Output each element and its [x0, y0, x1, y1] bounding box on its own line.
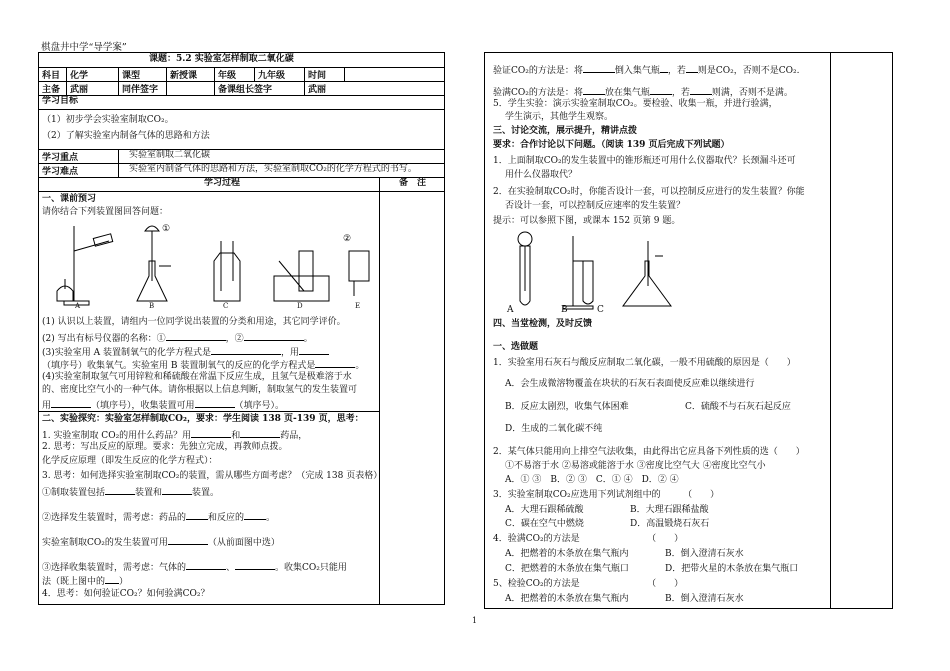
figure-label-c: C: [597, 305, 604, 315]
explore-10: 4．思考：如何验证CO₂？如何验满CO₂？: [42, 589, 210, 599]
mc-1-option-b: B．反应太剧烈，收集气体困难: [505, 402, 629, 412]
explore-7: 实验室制取CO₂的发生装置可用 （从前面图中选）: [42, 535, 280, 549]
title-row: [39, 53, 444, 68]
section-3-title: 三、讨论交流，展示提升，精讲点拨: [493, 126, 638, 136]
hint: 提示：可以参照下图，或课本 152 页第 9 题。: [493, 216, 681, 226]
discuss-2-cont: 否设计一套，可以控制反应速率的发生装置？: [505, 201, 686, 211]
info-cell: 备课组长签字: [215, 81, 305, 95]
discuss-1-cont: 用什么仪器取代？: [505, 170, 578, 180]
info-cell: [167, 81, 215, 95]
mc-question-3: 3．实验室制取CO₂应选用下列试剂组中的 （ ）: [493, 490, 720, 500]
goals-row: [39, 95, 444, 110]
multiple-choice-title: 一、选做题: [493, 342, 539, 352]
explore-9: 法（既上图中的 ）: [42, 574, 128, 588]
info-cell: 科目: [39, 67, 67, 81]
svg-text:②: ②: [343, 234, 352, 244]
mc-5-option-b: B．倒入澄清石灰水: [665, 594, 744, 604]
mc-3-option-c: C．碳在空气中燃烧: [505, 519, 584, 529]
verify-line: 验证CO₂的方法是：将 倒入集气瓶 ，若 则是CO₂，否则不是CO₂.: [493, 63, 800, 77]
question-1: (1) 认识以上装置，请组内一位同学说出装置的分类和用途，其它同学评价。: [42, 317, 346, 327]
key-row: [39, 149, 444, 164]
difficulty-label: 学习难点: [39, 163, 119, 177]
question-3: (3)实验室用 A 装置制氧气的化学方程式是 ，用: [42, 345, 329, 359]
mc-3-option-a: A．大理石跟稀硫酸: [505, 505, 584, 515]
explore-4: 3. 思考：如何选择实验室制取CO₂的装置，需从哪些方面考虑？（完成 138 页表格）: [42, 471, 383, 481]
explore-8: ③选择收集装置时，需考虑：气体的 、 。收集CO₂只能用: [42, 560, 347, 574]
section-1-title: 一、课前预习: [42, 194, 97, 204]
device-label-c: C: [223, 302, 229, 310]
discuss-1: 1．上面制取CO₂的发生装置中的锥形瓶还可用什么仪器取代？长颈漏斗还可: [493, 156, 796, 166]
info-cell: 化学: [67, 67, 119, 81]
info-cell: 年级: [215, 67, 255, 81]
process-header-row: [39, 177, 444, 192]
mc-4-option-c: C．把燃着的木条放在集气瓶口: [505, 564, 629, 574]
mc-3-option-d: D．高温锻烧石灰石: [630, 519, 710, 529]
mc-4-option-d: D．把带火星的木条放在集气瓶口: [665, 564, 799, 574]
mc-2-properties: ①不易溶于水 ②易溶或能溶于水 ③密度比空气大 ④密度比空气小: [505, 461, 766, 471]
device-label-a: A: [75, 302, 81, 310]
explore-5: ①制取装置包括 装置和 装置。: [42, 485, 219, 499]
explore-6: ②选择发生装置时，需考虑：药品的 和反应的 。: [42, 510, 275, 524]
key-text: 实验室制取二氧化碳: [129, 150, 211, 160]
mc-question-4: 4．验满CO₂的方法是 （ ）: [493, 534, 684, 544]
section-1-intro: 请你结合下列装置图回答问题：: [42, 207, 169, 217]
goals-label: 学习目标: [42, 96, 79, 106]
mc-question-1: 1．实验室用石灰石与酸反应制取二氧化碳，一般不用硫酸的原因是（ ）: [493, 358, 796, 368]
process-label: 学习过程: [204, 178, 241, 188]
mc-1-option-d: D．生成的二氧化碳不纯: [505, 424, 603, 434]
mc-4-option-b: B．倒入澄清石灰水: [665, 549, 744, 559]
info-cell: 课型: [119, 67, 167, 81]
mc-1-option-a: A．会生成微溶物覆盖在块状的石灰石表面使反应难以继续进行: [505, 379, 755, 389]
mc-2-options: A．① ③ B．② ③ C．① ④ D．② ④: [505, 475, 679, 485]
info-cell: 武丽: [308, 84, 327, 95]
difficulty-text: 实验室内制备气体的思路和方法，实验室制取CO₂的化学方程式的书写。: [129, 164, 417, 174]
info-cell: 武丽: [67, 81, 119, 95]
student-experiment: 5．学生实验：演示实验室制取CO₂。要检验、收集一瓶，并进行验满，: [493, 99, 778, 109]
question-4-end: 用 （填序号），收集装置可用 （填序号）。: [42, 398, 284, 412]
page-header: 棋盘井中学“导学案”: [41, 42, 127, 53]
notes-label: 备 注: [399, 178, 427, 188]
lesson-title: 课题：5.2 实验室怎样制取二氧化碳: [149, 54, 294, 64]
info-cell: 时间: [305, 67, 345, 81]
right-page: [484, 52, 893, 609]
mc-question-2: 2．某气体只能用向上排空气法收集，由此得出它应具备下列性质的选（ ）: [493, 447, 805, 457]
mc-1-option-c: C．硫酸不与石灰石起反应: [685, 402, 791, 412]
divider: [39, 411, 379, 412]
device-label-d: D: [297, 302, 303, 310]
goal-1: （1）初步学会实验室制取CO₂。: [42, 115, 174, 125]
section-3-requirement: 要求：合作讨论以下问题。（阅读 139 页后完成下列试题）: [493, 140, 730, 150]
question-3-cont: （填序号）收集氧气。实验室用 B 装置制氧气的反应的化学方程式是 。: [42, 358, 364, 372]
goals-content-row: [39, 109, 444, 150]
question-2: (2) 写出有标号仪器的名称：① ，② 。: [42, 331, 313, 345]
info-cell: 同伴签字: [119, 81, 167, 95]
info-row-2: [39, 81, 444, 96]
figure-label-b: B: [561, 305, 568, 315]
mc-question-5: 5、检验CO₂的方法是 （ ）: [493, 579, 684, 589]
apparatus-figure: [49, 221, 369, 311]
notes-column-divider: [830, 53, 831, 608]
info-cell: 新授课: [167, 67, 215, 81]
figure-label-a: A: [507, 305, 514, 315]
info-cell: 九年级: [255, 67, 305, 81]
device-label-e: E: [355, 302, 361, 310]
explore-2: 2. 思考：写出反应的原理。要求：先独立完成，再教师点拨。: [42, 442, 288, 452]
student-experiment-cont: 学生演示，其他学生观察。: [505, 112, 614, 122]
mc-5-option-a: A．把燃着的木条放在集气瓶内: [505, 594, 629, 604]
discuss-2: 2．在实验制取CO₂时，你能否设计一套，可以控制反应进行的发生装置？你能: [493, 187, 805, 197]
page-number: 1: [472, 616, 478, 625]
section-4-title: 四、当堂检测，及时反馈: [493, 319, 593, 329]
info-row-1: [39, 67, 444, 82]
goal-2: （2）了解实验室内制备气体的思路和方法: [42, 131, 210, 141]
device-label-b: B: [149, 302, 155, 310]
info-cell: 主备: [39, 81, 67, 95]
explore-1: 1. 实验室制取 CO₂的用什么药品？用 和 药品，: [42, 428, 307, 442]
difficulty-row: [39, 163, 444, 178]
control-apparatus-figure: [505, 231, 685, 311]
key-label: 学习重点: [39, 149, 119, 163]
mc-4-option-a: A．把燃着的木条放在集气瓶内: [505, 549, 629, 559]
svg-text:①: ①: [162, 224, 171, 234]
question-4: (4)实验室制取氢气可用锌粒和稀硫酸在常温下反应生成，且氢气是极难溶于水: [42, 372, 352, 382]
mc-3-option-b: B．大理石跟稀盐酸: [630, 505, 709, 515]
notes-column-divider: [379, 177, 380, 604]
full-check-line: 验满CO₂的方法是：将 放在集气瓶 ，若 则满，否则不是满。: [493, 85, 793, 99]
question-4-cont: 的、密度比空气小的一种气体。请你根据以上信息判断，制取氢气的发生装置可: [42, 385, 358, 395]
section-2-title: 二、实验探究：实验室怎样制取CO₂，要求：学生阅读 138 页-139 页，思考：: [42, 414, 364, 424]
explore-3: 化学反应原理（即发生反应的化学方程式）：: [42, 456, 218, 466]
left-page: [38, 52, 445, 605]
